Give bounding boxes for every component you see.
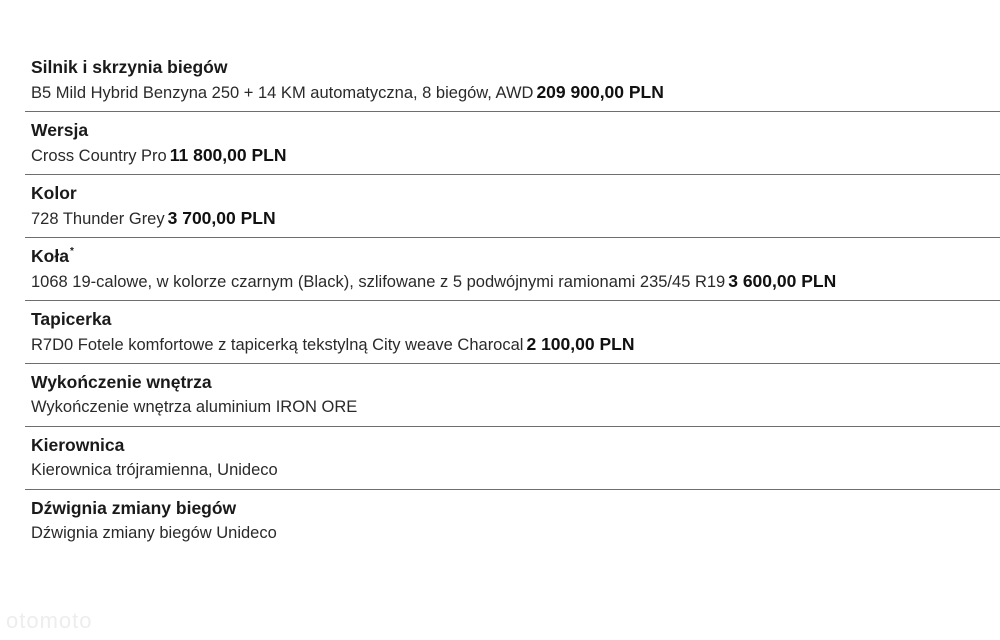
spec-value-line	[31, 271, 836, 292]
spec-value: 728 Thunder Grey	[31, 210, 165, 228]
spec-value: B5 Mild Hybrid Benzyna 250 + 14 KM automatyczna, 8 biegów, AWD	[31, 84, 534, 102]
spec-price: 3 600,00 PLN	[728, 271, 837, 291]
spec-row-gear-lever	[25, 490, 1000, 553]
spec-row-wheels	[25, 238, 1000, 301]
spec-value-line	[31, 523, 277, 543]
spec-value: Dźwignia zmiany biegów Unideco	[31, 524, 277, 542]
spec-value: R7D0 Fotele komfortowe z tapicerką tekstylną City weave Charocal	[31, 336, 524, 354]
spec-value-line	[31, 145, 286, 166]
spec-value-line	[31, 460, 278, 480]
spec-row-version	[25, 112, 1000, 175]
spec-value-line	[31, 334, 634, 355]
spec-price: 3 700,00 PLN	[167, 208, 276, 228]
spec-row-steering-wheel	[25, 427, 1000, 490]
spec-title: Kolor	[31, 183, 77, 203]
spec-title: Dźwignia zmiany biegów	[31, 498, 237, 518]
spec-price: 11 800,00 PLN	[169, 145, 287, 165]
spec-title: Koła	[31, 246, 69, 266]
spec-value-line	[31, 82, 664, 103]
spec-title: Silnik i skrzynia biegów	[31, 57, 228, 77]
spec-value: Wykończenie wnętrza aluminium IRON ORE	[31, 398, 358, 416]
spec-title-wrap	[31, 246, 74, 266]
footnote-mark: *	[69, 246, 74, 258]
spec-title: Tapicerka	[31, 309, 112, 329]
spec-title: Wersja	[31, 120, 89, 140]
spec-price: 209 900,00 PLN	[536, 82, 664, 102]
watermark-logo: otomoto	[6, 608, 93, 633]
spec-value: Cross Country Pro	[31, 147, 167, 165]
spec-row-engine	[25, 49, 1000, 112]
spec-list	[25, 49, 1000, 553]
spec-value: 1068 19-calowe, w kolorze czarnym (Black), szlifowane z 5 podwójnymi ramionami 235/45 R19	[31, 273, 726, 291]
spec-value: Kierownica trójramienna, Unideco	[31, 461, 278, 479]
spec-title: Kierownica	[31, 435, 125, 455]
spec-value-line	[31, 397, 357, 417]
spec-title: Wykończenie wnętrza	[31, 372, 212, 392]
spec-row-interior-trim	[25, 364, 1000, 427]
spec-row-upholstery	[25, 301, 1000, 364]
spec-row-color	[25, 175, 1000, 238]
spec-value-line	[31, 208, 276, 229]
spec-price: 2 100,00 PLN	[526, 334, 635, 354]
